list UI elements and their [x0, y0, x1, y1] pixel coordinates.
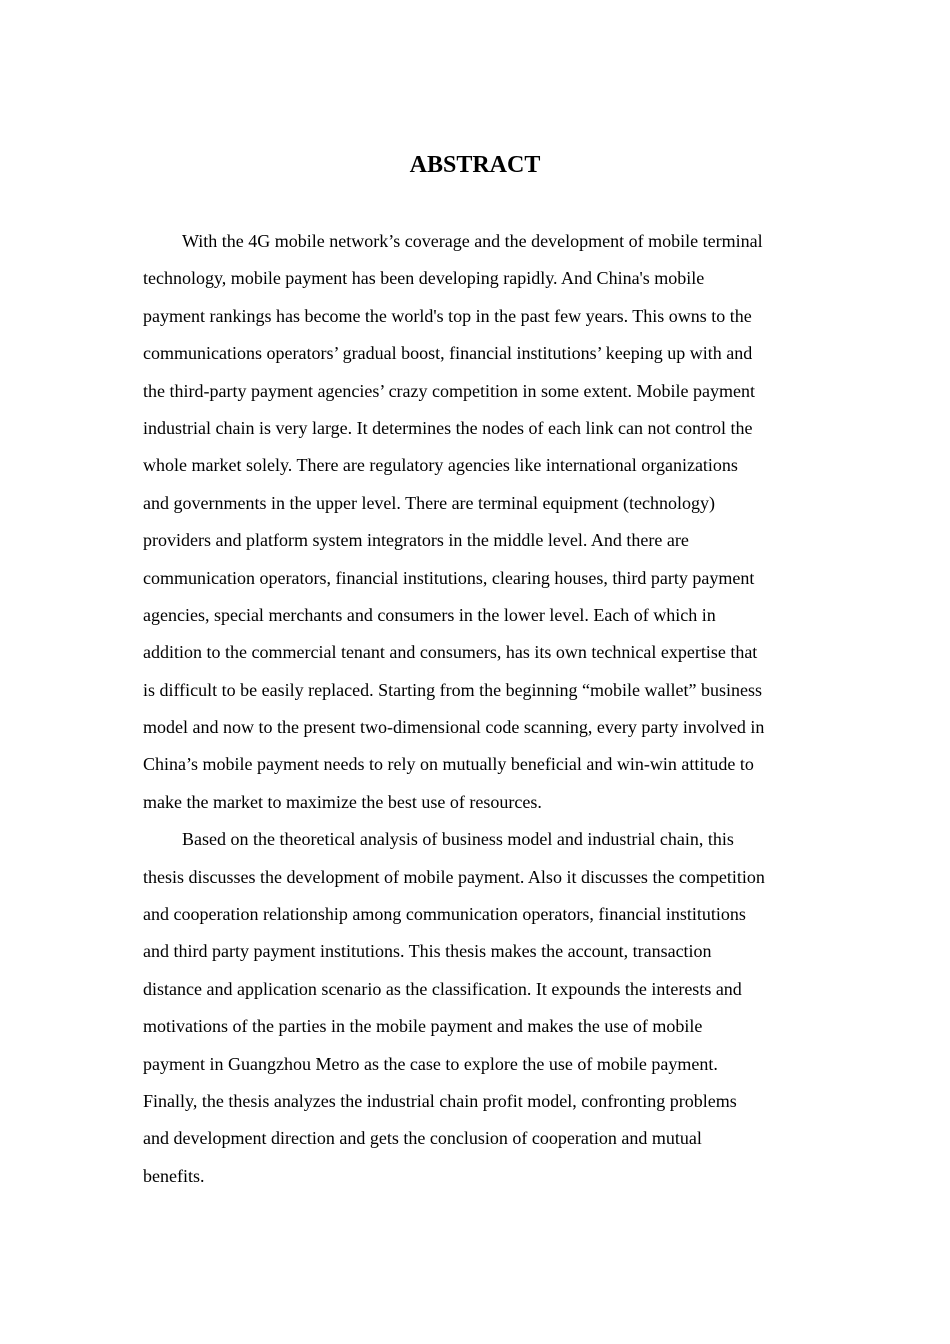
text-line: the third-party payment agencies’ crazy competition in some extent. Mobile payment — [143, 380, 755, 401]
text-line: technology, mobile payment has been developing rapidly. And China's mobile — [143, 268, 705, 289]
text-line: payment in Guangzhou Metro as the case to explore the use of mobile payment. — [143, 1053, 718, 1074]
abstract-paragraph — [143, 223, 813, 821]
page-title: ABSTRACT — [409, 152, 541, 178]
text-line: distance and application scenario as the classification. It expounds the interests and — [143, 978, 742, 999]
text-line: whole market solely. There are regulatory agencies like international organizations — [143, 455, 738, 476]
text-line: model and now to the present two-dimensional code scanning, every party involved in — [143, 717, 765, 738]
text-line: make the market to maximize the best use of resources. — [143, 791, 542, 812]
text-line: China’s mobile payment needs to rely on mutually beneficial and win-win attitude to — [143, 754, 754, 775]
text-line: and governments in the upper level. There are terminal equipment (technology) — [143, 492, 715, 513]
text-line: Based on the theoretical analysis of business model and industrial chain, this — [182, 829, 734, 850]
text-line: industrial chain is very large. It determines the nodes of each link can not control the — [143, 417, 753, 438]
text-line: and cooperation relationship among communication operators, financial institutions — [143, 904, 746, 925]
text-line: With the 4G mobile network’s coverage and the development of mobile terminal — [182, 231, 763, 251]
text-line: motivations of the parties in the mobile payment and makes the use of mobile — [143, 1016, 703, 1037]
text-line: addition to the commercial tenant and consumers, has its own technical expertise that — [143, 642, 758, 663]
text-line: communications operators’ gradual boost, financial institutions’ keeping up with and — [143, 343, 753, 364]
abstract-body — [143, 223, 813, 1195]
text-line: thesis discusses the development of mobile payment. Also it discusses the competition — [143, 866, 765, 887]
text-line: is difficult to be easily replaced. Starting from the beginning “mobile wallet” business — [143, 679, 763, 700]
text-line: communication operators, financial institutions, clearing houses, third party payment — [143, 567, 755, 588]
text-line: payment rankings has become the world's top in the past few years. This owns to the — [143, 305, 752, 326]
text-line: benefits. — [143, 1165, 205, 1186]
text-line: Finally, the thesis analyzes the industrial chain profit model, confronting problems — [143, 1090, 737, 1111]
text-line: agencies, special merchants and consumers in the lower level. Each of which in — [143, 604, 716, 625]
text-line: and development direction and gets the conclusion of cooperation and mutual — [143, 1128, 702, 1149]
abstract-paragraph — [143, 821, 813, 1195]
text-line: providers and platform system integrators in the middle level. And there are — [143, 530, 689, 551]
text-line: and third party payment institutions. This thesis makes the account, transaction — [143, 941, 712, 962]
